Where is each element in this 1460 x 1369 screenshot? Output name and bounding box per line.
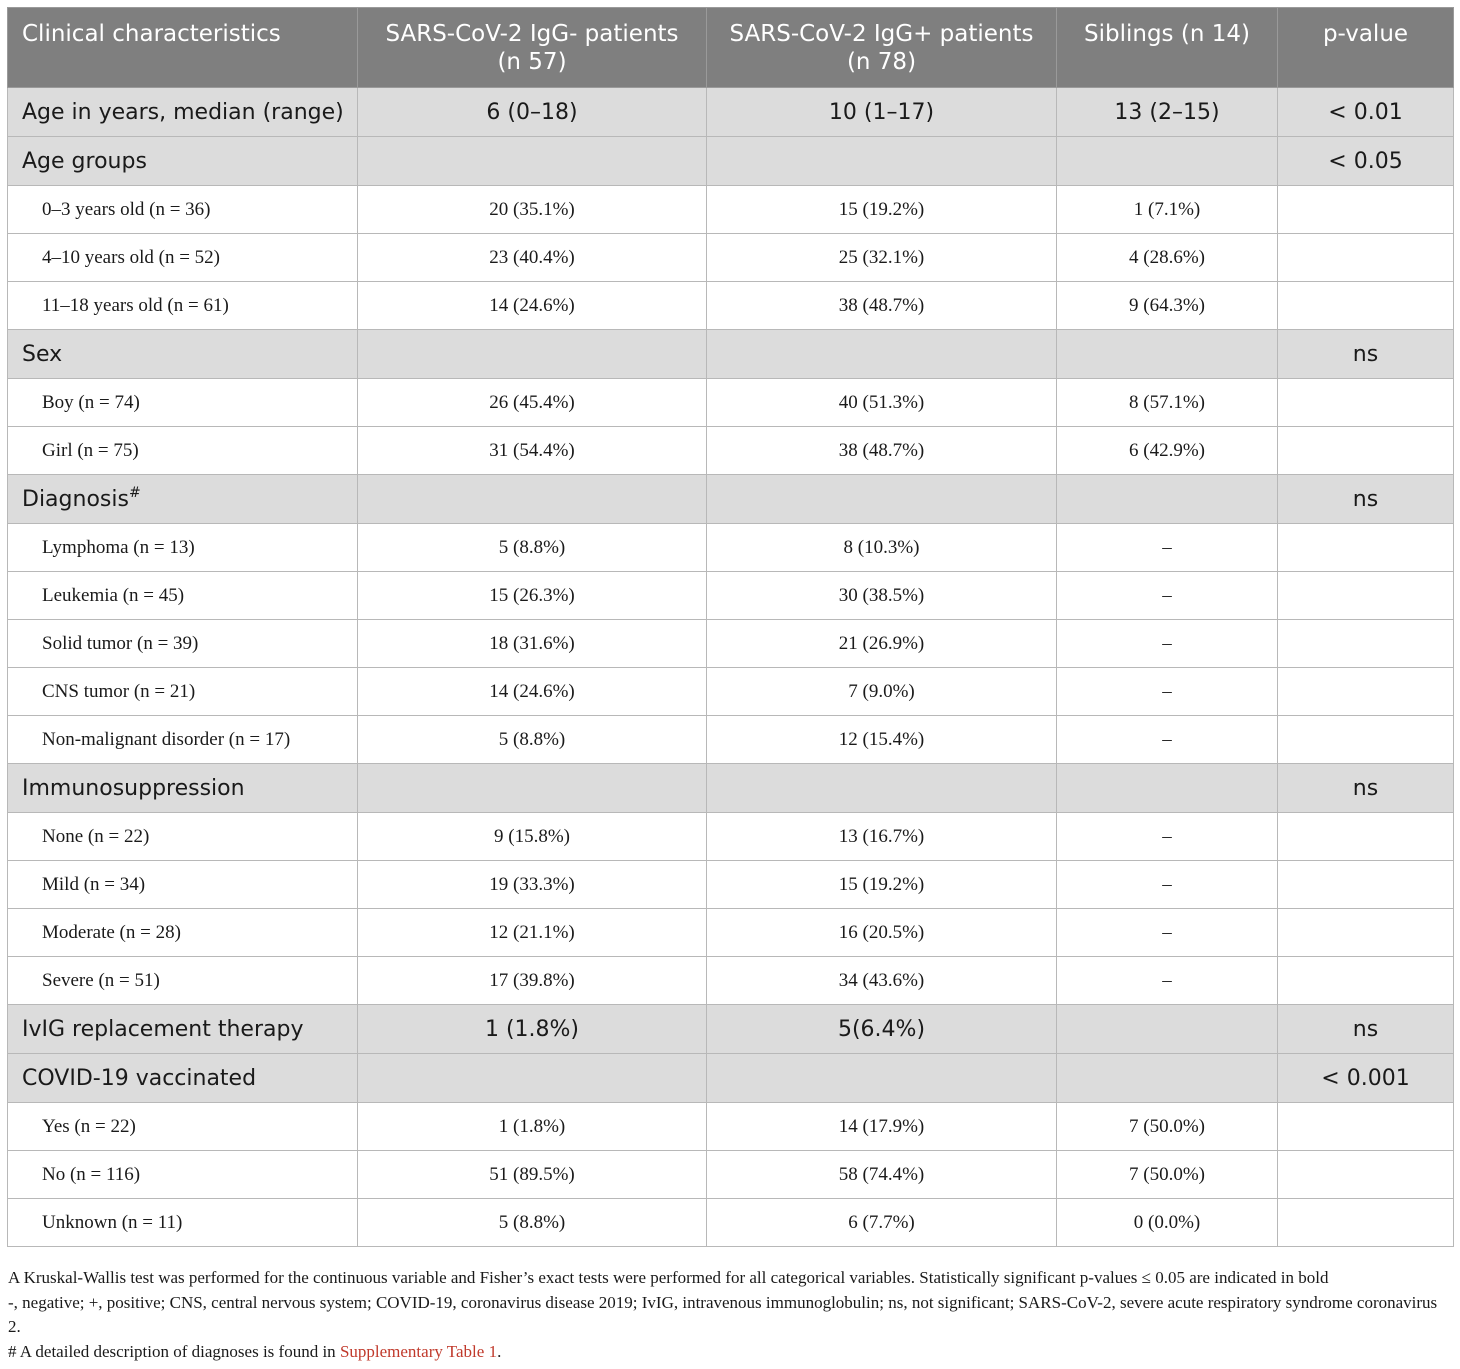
row-label: No (n = 116) [8, 1151, 358, 1199]
igg-negative-cell: 19 (33.3%) [358, 861, 707, 909]
igg-positive-cell: 5(6.4%) [707, 1005, 1057, 1054]
row-label: Age in years, median (range) [8, 88, 358, 137]
igg-negative-cell [358, 137, 707, 186]
subgroup-row [8, 379, 1454, 427]
igg-negative-cell: 5 (8.8%) [358, 524, 707, 572]
igg-positive-cell: 13 (16.7%) [707, 813, 1057, 861]
p-value-cell [1278, 861, 1454, 909]
igg-positive-cell [707, 137, 1057, 186]
igg-positive-cell [707, 764, 1057, 813]
p-value-cell [1278, 620, 1454, 668]
igg-positive-cell [707, 1054, 1057, 1103]
siblings-cell [1057, 137, 1278, 186]
header-igg-positive: SARS-CoV-2 IgG+ patients (n 78) [707, 8, 1057, 88]
p-value-cell [1278, 813, 1454, 861]
igg-positive-cell: 34 (43.6%) [707, 957, 1057, 1005]
igg-positive-cell [707, 475, 1057, 524]
igg-negative-cell [358, 475, 707, 524]
row-label: 4–10 years old (n = 52) [8, 234, 358, 282]
igg-positive-cell: 6 (7.7%) [707, 1199, 1057, 1247]
igg-positive-cell: 40 (51.3%) [707, 379, 1057, 427]
header-row [8, 8, 1454, 88]
igg-negative-cell: 5 (8.8%) [358, 716, 707, 764]
p-value-cell [1278, 282, 1454, 330]
siblings-cell: – [1057, 620, 1278, 668]
igg-positive-cell: 16 (20.5%) [707, 909, 1057, 957]
siblings-cell: 7 (50.0%) [1057, 1151, 1278, 1199]
p-value-cell: < 0.01 [1278, 88, 1454, 137]
row-label: Immunosuppression [8, 764, 358, 813]
header-clinical-characteristics: Clinical characteristics [8, 8, 358, 88]
row-label: Solid tumor (n = 39) [8, 620, 358, 668]
p-value-cell: ns [1278, 764, 1454, 813]
row-label: Severe (n = 51) [8, 957, 358, 1005]
igg-positive-cell: 8 (10.3%) [707, 524, 1057, 572]
row-label: Age groups [8, 137, 358, 186]
igg-negative-cell [358, 764, 707, 813]
p-value-cell [1278, 186, 1454, 234]
siblings-cell: 1 (7.1%) [1057, 186, 1278, 234]
siblings-cell: 7 (50.0%) [1057, 1103, 1278, 1151]
igg-negative-cell: 5 (8.8%) [358, 1199, 707, 1247]
siblings-cell: – [1057, 909, 1278, 957]
igg-negative-cell [358, 1054, 707, 1103]
igg-positive-cell: 38 (48.7%) [707, 282, 1057, 330]
subgroup-row [8, 186, 1454, 234]
siblings-cell [1057, 764, 1278, 813]
row-label: Moderate (n = 28) [8, 909, 358, 957]
row-label: 0–3 years old (n = 36) [8, 186, 358, 234]
row-label: 11–18 years old (n = 61) [8, 282, 358, 330]
igg-positive-cell: 14 (17.9%) [707, 1103, 1057, 1151]
siblings-cell: – [1057, 668, 1278, 716]
row-label: Sex [8, 330, 358, 379]
subgroup-row [8, 1103, 1454, 1151]
igg-positive-cell: 7 (9.0%) [707, 668, 1057, 716]
footnote-marker: # [128, 484, 141, 501]
group-row [8, 137, 1454, 186]
siblings-cell: 4 (28.6%) [1057, 234, 1278, 282]
row-label: Unknown (n = 11) [8, 1199, 358, 1247]
siblings-cell: 9 (64.3%) [1057, 282, 1278, 330]
igg-negative-cell: 1 (1.8%) [358, 1103, 707, 1151]
subgroup-row [8, 572, 1454, 620]
igg-positive-cell: 15 (19.2%) [707, 861, 1057, 909]
footnote-statistics: A Kruskal-Wallis test was performed for the continuous variable and Fisher’s exact tests were performed for all categorical variables. Statistically significant p-values ≤ 0.05 are indicated in bold [8, 1268, 1329, 1287]
subgroup-row [8, 427, 1454, 475]
igg-negative-cell: 18 (31.6%) [358, 620, 707, 668]
row-label: COVID-19 vaccinated [8, 1054, 358, 1103]
p-value-cell [1278, 234, 1454, 282]
p-value-cell: < 0.05 [1278, 137, 1454, 186]
p-value-cell: ns [1278, 330, 1454, 379]
row-label: Mild (n = 34) [8, 861, 358, 909]
subgroup-row [8, 861, 1454, 909]
footnote-diagnoses: # A detailed description of diagnoses is found in Supplementary Table 1. [8, 1341, 502, 1361]
igg-positive-cell: 12 (15.4%) [707, 716, 1057, 764]
igg-negative-cell: 14 (24.6%) [358, 668, 707, 716]
subgroup-row [8, 234, 1454, 282]
row-label: Lymphoma (n = 13) [8, 524, 358, 572]
p-value-cell: ns [1278, 1005, 1454, 1054]
igg-negative-cell: 1 (1.8%) [358, 1005, 707, 1054]
group-row [8, 1054, 1454, 1103]
clinical-characteristics-table [7, 7, 1454, 1247]
igg-negative-cell: 20 (35.1%) [358, 186, 707, 234]
row-label: None (n = 22) [8, 813, 358, 861]
row-label: Leukemia (n = 45) [8, 572, 358, 620]
subgroup-row [8, 957, 1454, 1005]
p-value-cell [1278, 379, 1454, 427]
igg-positive-cell: 21 (26.9%) [707, 620, 1057, 668]
p-value-cell [1278, 524, 1454, 572]
igg-positive-cell: 15 (19.2%) [707, 186, 1057, 234]
row-label: Non-malignant disorder (n = 17) [8, 716, 358, 764]
supplementary-table-link[interactable]: Supplementary Table 1 [339, 1341, 498, 1361]
group-row [8, 475, 1454, 524]
subgroup-row [8, 1151, 1454, 1199]
igg-negative-cell: 15 (26.3%) [358, 572, 707, 620]
igg-negative-cell: 12 (21.1%) [358, 909, 707, 957]
footnote-abbreviations: -, negative; +, positive; CNS, central nervous system; COVID-19, coronavirus disease 2019; IvIG, intravenous immunoglobulin; ns, not significant; SARS-CoV-2, severe acute respiratory syndrome coronavirus 2. [8, 1292, 1438, 1336]
p-value-cell: < 0.001 [1278, 1054, 1454, 1103]
igg-positive-cell: 58 (74.4%) [707, 1151, 1057, 1199]
p-value-cell [1278, 957, 1454, 1005]
p-value-cell [1278, 668, 1454, 716]
siblings-cell [1057, 1054, 1278, 1103]
subgroup-row [8, 813, 1454, 861]
subgroup-row [8, 909, 1454, 957]
row-label: Boy (n = 74) [8, 379, 358, 427]
siblings-cell: – [1057, 572, 1278, 620]
p-value-cell [1278, 572, 1454, 620]
igg-negative-cell: 6 (0–18) [358, 88, 707, 137]
subgroup-row [8, 1199, 1454, 1247]
siblings-cell: – [1057, 524, 1278, 572]
row-label: Girl (n = 75) [8, 427, 358, 475]
igg-positive-cell: 38 (48.7%) [707, 427, 1057, 475]
siblings-cell: 8 (57.1%) [1057, 379, 1278, 427]
igg-negative-cell: 26 (45.4%) [358, 379, 707, 427]
row-label: CNS tumor (n = 21) [8, 668, 358, 716]
igg-negative-cell: 17 (39.8%) [358, 957, 707, 1005]
p-value-cell [1278, 1151, 1454, 1199]
igg-positive-cell: 30 (38.5%) [707, 572, 1057, 620]
igg-positive-cell: 25 (32.1%) [707, 234, 1057, 282]
igg-negative-cell: 9 (15.8%) [358, 813, 707, 861]
group-row [8, 88, 1454, 137]
group-row [8, 764, 1454, 813]
p-value-cell [1278, 716, 1454, 764]
subgroup-row [8, 524, 1454, 572]
subgroup-row [8, 668, 1454, 716]
siblings-cell [1057, 330, 1278, 379]
siblings-cell: – [1057, 813, 1278, 861]
table-footnotes [8, 1266, 1454, 1364]
siblings-cell: – [1057, 957, 1278, 1005]
row-label: Diagnosis# [8, 475, 358, 524]
group-row [8, 1005, 1454, 1054]
siblings-cell: 6 (42.9%) [1057, 427, 1278, 475]
subgroup-row [8, 620, 1454, 668]
group-row [8, 330, 1454, 379]
siblings-cell: – [1057, 861, 1278, 909]
igg-negative-cell: 14 (24.6%) [358, 282, 707, 330]
p-value-cell [1278, 1199, 1454, 1247]
header-siblings: Siblings (n 14) [1057, 8, 1278, 88]
header-igg-negative: SARS-CoV-2 IgG- patients (n 57) [358, 8, 707, 88]
igg-positive-cell [707, 330, 1057, 379]
siblings-cell: – [1057, 716, 1278, 764]
p-value-cell [1278, 1103, 1454, 1151]
header-p-value: p-value [1278, 8, 1454, 88]
p-value-cell [1278, 909, 1454, 957]
siblings-cell: 0 (0.0%) [1057, 1199, 1278, 1247]
p-value-cell: ns [1278, 475, 1454, 524]
row-label: Yes (n = 22) [8, 1103, 358, 1151]
siblings-cell [1057, 1005, 1278, 1054]
siblings-cell [1057, 475, 1278, 524]
igg-negative-cell: 51 (89.5%) [358, 1151, 707, 1199]
igg-negative-cell: 31 (54.4%) [358, 427, 707, 475]
row-label: IvIG replacement therapy [8, 1005, 358, 1054]
igg-negative-cell [358, 330, 707, 379]
subgroup-row [8, 282, 1454, 330]
igg-positive-cell: 10 (1–17) [707, 88, 1057, 137]
p-value-cell [1278, 427, 1454, 475]
igg-negative-cell: 23 (40.4%) [358, 234, 707, 282]
siblings-cell: 13 (2–15) [1057, 88, 1278, 137]
subgroup-row [8, 716, 1454, 764]
